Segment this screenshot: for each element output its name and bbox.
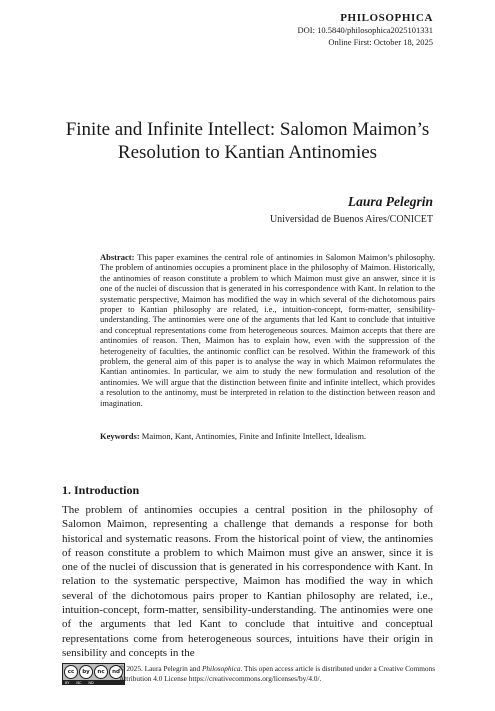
article-title: Finite and Infinite Intellect: Salomon Maimon’s Resolution to Kantian Antinomies (65, 119, 430, 163)
journal-header (297, 12, 433, 48)
journal-name: PHILOSOPHICA (340, 12, 433, 24)
nd-icon: nd (109, 665, 123, 679)
abstract (100, 252, 435, 408)
copyright-prefix: © 2025. Laura Pelegrin and (119, 664, 202, 673)
cc-label-by: BY (65, 681, 70, 685)
section-body (62, 503, 433, 660)
license-text (119, 664, 439, 683)
intro-paragraph: The problem of antinomies occupies a central position in the philosophy of Salomon Maimon, representing a challenge that demands a response for both historical and systematic reasons. From the historical point of view, the antinomies of reason constitute a problem to which Maimon must give an answer, since it is one of the nuclei of discussion that is generated in his correspondence with Kant. In relation to the systematic perspective, Maimon has modified the way in which several of the dichotomous pairs proper to Kantian philosophy are related, i.e., intuition-concept, form-matter, sensibility-understanding. The antinomies were one of the arguments that led Kant to conclude that intuitive and conceptual representations come from heterogeneous sources, intuitions have their origin in sensibility and concepts in the (62, 504, 433, 659)
cc-icon-labels (62, 681, 125, 685)
author-name: Laura Pelegrin (347, 194, 433, 209)
online-first-date: Online First: October 18, 2025 (328, 37, 433, 47)
keywords (100, 431, 435, 441)
copyright-journal: Philosophica (201, 664, 241, 673)
cc-icon: cc (64, 665, 78, 679)
cc-label-nd: ND (88, 681, 94, 685)
abstract-label: Abstract: (100, 252, 135, 262)
keywords-label: Keywords: (100, 431, 140, 441)
by-icon: by (79, 665, 93, 679)
cc-license-badge[interactable] (62, 663, 125, 685)
abstract-text: This paper examines the central role of antinomies in Salomon Maimon’s philosophy. The problem of antinomies occupies a prominent place in the philosophy of Maimon. Historically, the antinomies of reason constitute a problem to which Maimon must give an answer, since it is one of the nuclei of discussion that is generated in his correspondence with Kant. In relation to the systematic perspective, Maimon has modified the way in which several of the dichotomous pairs proper to Kantian philosophy are related, i.e., intuition-concept, form-matter, sensibility-understanding. The antinomies were one of the arguments that led Kant to conclude that intuitive and conceptual representations come from heterogeneous sources. Maimon accepts that there are antinomies of reason. Then, Maimon has to explain how, even with the suppression of the heterogeneity of faculties, the antinomic conflict can be resolved. Within the framework of this problem, the general aim of this paper is to analyse the way in which Maimon reformulates the Kantian antinomies. In particular, we aim to study the new formulation and resolution of the antinomies. We will argue that the distinction between finite and infinite intellect, which provides a resolution to the antinomy, must be interpreted in relation to the distinction between reason and imagination. (100, 252, 435, 408)
author-affiliation: Universidad de Buenos Aires/CONICET (269, 214, 433, 225)
keywords-text: Maimon, Kant, Antinomies, Finite and Infinite Intellect, Idealism. (141, 431, 367, 441)
doi[interactable]: DOI: 10.5840/philosophica2025101331 (297, 25, 433, 35)
section-heading: 1. Introduction (62, 483, 140, 497)
nc-icon: nc (94, 665, 108, 679)
cc-label-nc: NC (76, 681, 82, 685)
cc-icons (62, 663, 125, 681)
copyright-suffix: . This open access article is distributed under a Creative Commons Attribution 4.0 License https://creativecommons.org/licenses/by/4.0/. (119, 664, 436, 683)
